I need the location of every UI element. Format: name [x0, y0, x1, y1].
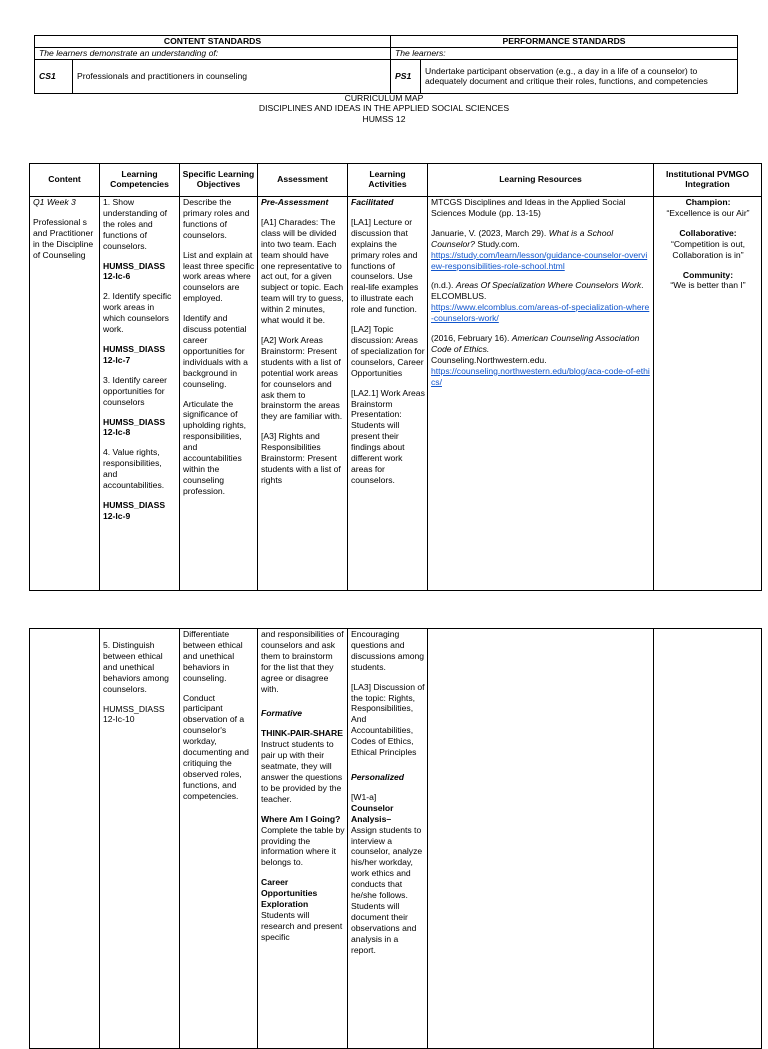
table-row — [30, 197, 762, 591]
resource-4-date: (2016, February 16). — [431, 333, 512, 344]
resources-cell — [428, 197, 654, 591]
pvmgo-cell — [654, 197, 762, 591]
assessment-a3-continued: and responsibilities of counselors and ask them to brainstorm for the list that they agree or disagree with. — [261, 629, 344, 694]
col-content: Content — [30, 164, 100, 197]
activity-la3: [LA3] Discussion of the topic: Rights, Responsibilities, And Accountabilities, Codes of Ethics, Ethical Principles — [351, 681, 425, 758]
resource-2-title: What is a School Counselor? — [431, 227, 614, 249]
objective-1: Describe the primary roles and functions of counselors. — [183, 197, 250, 240]
objective-2: List and explain at least three specific work areas where counselors are employed. — [183, 249, 255, 304]
col-assessment: Assessment — [258, 164, 348, 197]
activity-continued: Encouraging questions and discussions among students. — [351, 629, 425, 672]
pvmgo-collaborative-text: “Competition is out, Collaboration is in” — [670, 238, 746, 260]
table-row — [30, 629, 762, 1049]
objective-6: Conduct participant observation of a counselor's workday, documenting and critiquing the observed roles, functions, and competencies. — [183, 692, 249, 801]
objectives-cell — [180, 197, 258, 591]
pvmgo-community-label: Community: — [682, 269, 734, 280]
resource-3-title: Areas Of Specialization Where Counselors Work — [455, 280, 642, 291]
activity-la2: [LA2] Topic discussion: Areas of specialization for counselors, Career Opportunities — [351, 324, 425, 378]
objectives-cell — [180, 629, 258, 1049]
resource-2-link[interactable]: https://study.com/learn/lesson/guidance-counselor-overview-responsibilities-role-school.html — [431, 249, 648, 271]
competency-code-2: HUMSS_DIASS 12-Ic-7 — [103, 343, 166, 365]
objective-3: Identify and discuss potential career opportunities for individuals with a background in counseling. — [183, 313, 248, 389]
career-exploration-title: Career Opportunities Exploration — [261, 877, 318, 910]
performance-standards-header: PERFORMANCE STANDARDS — [391, 36, 738, 48]
col-pvmgo: Institutional PVMGO Integration — [654, 164, 762, 197]
counselor-analysis-text: Assign students to interview a counselor, analyze his/her workday, work ethics and conducts that he/she follows. Students will document their observations and analysis in a report. — [351, 824, 423, 955]
think-pair-share-title: THINK-PAIR-SHARE — [261, 728, 343, 739]
resource-2 — [431, 228, 651, 272]
assessment-a3: [A3] Rights and Responsibilities Brainstorm: Present students with a list of rights — [261, 431, 341, 485]
competencies-cell — [100, 197, 180, 591]
personalized-heading: Personalized — [351, 771, 405, 782]
activity-la1: [LA1] Lecture or discussion that explains the primary roles and functions of counselors. Use real-life examples to illustrate each role and function. — [351, 216, 419, 315]
heading-line-3: HUMSS 12 — [362, 113, 406, 124]
ps-text: Undertake participant observation (e.g., a day in a life of a counselor) to adequately document and critique their roles, functions, and competencies — [421, 59, 738, 93]
resource-2-publisher: Study.com. — [474, 238, 520, 249]
cs-text: Professionals and practitioners in counseling — [73, 59, 391, 93]
resource-1: MTCGS Disciplines and Ideas in the Applied Social Sciences Module (pp. 13-15) — [431, 197, 626, 218]
week-label: Q1 Week 3 — [33, 197, 76, 207]
content-topic: Professional s and Practitioner in the Discipline of Counseling — [33, 216, 94, 260]
activity-w1a: [W1-a] — [351, 791, 377, 802]
competency-1: 1. Show understanding of the roles and functions of counselors. — [103, 197, 168, 251]
pvmgo-collaborative-label: Collaborative: — [679, 227, 737, 238]
think-pair-share-text: Instruct students to pair up with their seatmate, they will answer the questions to be provided by the teacher. — [261, 739, 343, 804]
pvmgo-champion-text: “Excellence is our Air” — [666, 207, 750, 218]
resource-3-link[interactable]: https://www.elcomblus.com/areas-of-specialization-where-counselors-work/ — [431, 302, 650, 324]
where-am-i-going-title: Where Am I Going? — [261, 813, 341, 824]
col-activities: Learning Activities — [348, 164, 428, 197]
resource-4 — [431, 333, 651, 388]
career-exploration-text: Students will research and present specific — [261, 909, 343, 942]
heading-line-1: CURRICULUM MAP — [344, 93, 424, 103]
resource-2-author: Januarie, V. (2023, March 29). — [431, 227, 549, 238]
col-objectives: Specific Learning Objectives — [180, 164, 258, 197]
curriculum-map-heading — [0, 93, 768, 124]
formative-heading: Formative — [261, 708, 303, 719]
activity-la2-1: [LA2.1] Work Areas Brainstorm Presentation: Students will present their findings about different work areas for counselors. — [351, 387, 425, 485]
curriculum-map-continuation-table — [29, 628, 762, 1049]
ps-code: PS1 — [391, 59, 421, 93]
competency-code-3: HUMSS_DIASS 12-Ic-8 — [103, 416, 166, 438]
competency-code-5: HUMSS_DIASS 12-Ic-10 — [103, 703, 165, 725]
content-cell — [30, 197, 100, 591]
pvmgo-community-text: “We is better than I” — [670, 280, 746, 291]
where-am-i-going-text: Complete the table by providing the information where it belongs to. — [261, 824, 345, 868]
resource-4-link[interactable]: https://counseling.northwestern.edu/blog/aca-code-of-ethics/ — [431, 365, 650, 387]
competency-2: 2. Identify specific work areas in which counselors work. — [103, 291, 172, 335]
resource-3-date: (n.d.). — [431, 280, 456, 291]
content-standards-subheader: The learners demonstrate an understanding of: — [35, 47, 391, 59]
pvmgo-champion-label: Champion: — [685, 197, 731, 207]
competencies-cell — [100, 629, 180, 1049]
assessment-cell — [258, 197, 348, 591]
assessment-cell — [258, 629, 348, 1049]
resource-3 — [431, 280, 651, 324]
competency-3: 3. Identify career opportunities for counselors — [103, 374, 168, 407]
competency-5: 5. Distinguish between ethical and unethical behaviors among counselors. — [103, 640, 169, 694]
counselor-analysis-title: Counselor Analysis– — [351, 802, 394, 824]
competency-code-1: HUMSS_DIASS 12-Ic-6 — [103, 260, 166, 282]
activities-cell — [348, 629, 428, 1049]
heading-line-2: DISCIPLINES AND IDEAS IN THE APPLIED SOCIAL SCIENCES — [258, 103, 510, 114]
activities-cell — [348, 197, 428, 591]
objective-4: Articulate the significance of upholding rights, responsibilities, and accountabilities within the counseling profession. — [183, 398, 247, 496]
competency-code-4: HUMSS_DIASS 12-Ic-9 — [103, 499, 166, 521]
pvmgo-cell — [654, 629, 762, 1049]
competency-4: 4. Value rights, responsibilities, and accountabilities. — [103, 447, 165, 491]
pre-assessment-heading: Pre-Assessment — [261, 197, 329, 207]
resource-4-publisher: Counseling.Northwestern.edu. — [431, 354, 547, 365]
resource-4-title: American Counseling Association Code of Ethics. — [431, 333, 640, 354]
performance-standards-subheader: The learners: — [391, 47, 738, 59]
content-standards-header: CONTENT STANDARDS — [35, 36, 391, 48]
resource-3-publisher: . ELCOMBLUS. — [431, 280, 644, 302]
assessment-a2: [A2] Work Areas Brainstorm: Present students with a list of potential work areas for counselors and ask them to brainstorm the areas they are familiar with. — [261, 334, 343, 422]
cs-code: CS1 — [35, 59, 73, 93]
header-row — [30, 164, 762, 197]
objective-5: Differentiate between ethical and unethical behaviors in counseling. — [183, 629, 243, 683]
standards-table — [34, 35, 738, 94]
col-competencies: Learning Competencies — [100, 164, 180, 197]
content-cell — [30, 629, 100, 1049]
col-resources: Learning Resources — [428, 164, 654, 197]
facilitated-heading: Facilitated — [351, 197, 394, 207]
resources-cell — [428, 629, 654, 1049]
assessment-a1: [A1] Charades: The class will be divided into two team. Each team should have one representative to act out, for a given subject or topic. Each team will try to guess, within 2 minutes, what would it be. — [261, 216, 344, 326]
curriculum-map-table — [29, 163, 762, 591]
